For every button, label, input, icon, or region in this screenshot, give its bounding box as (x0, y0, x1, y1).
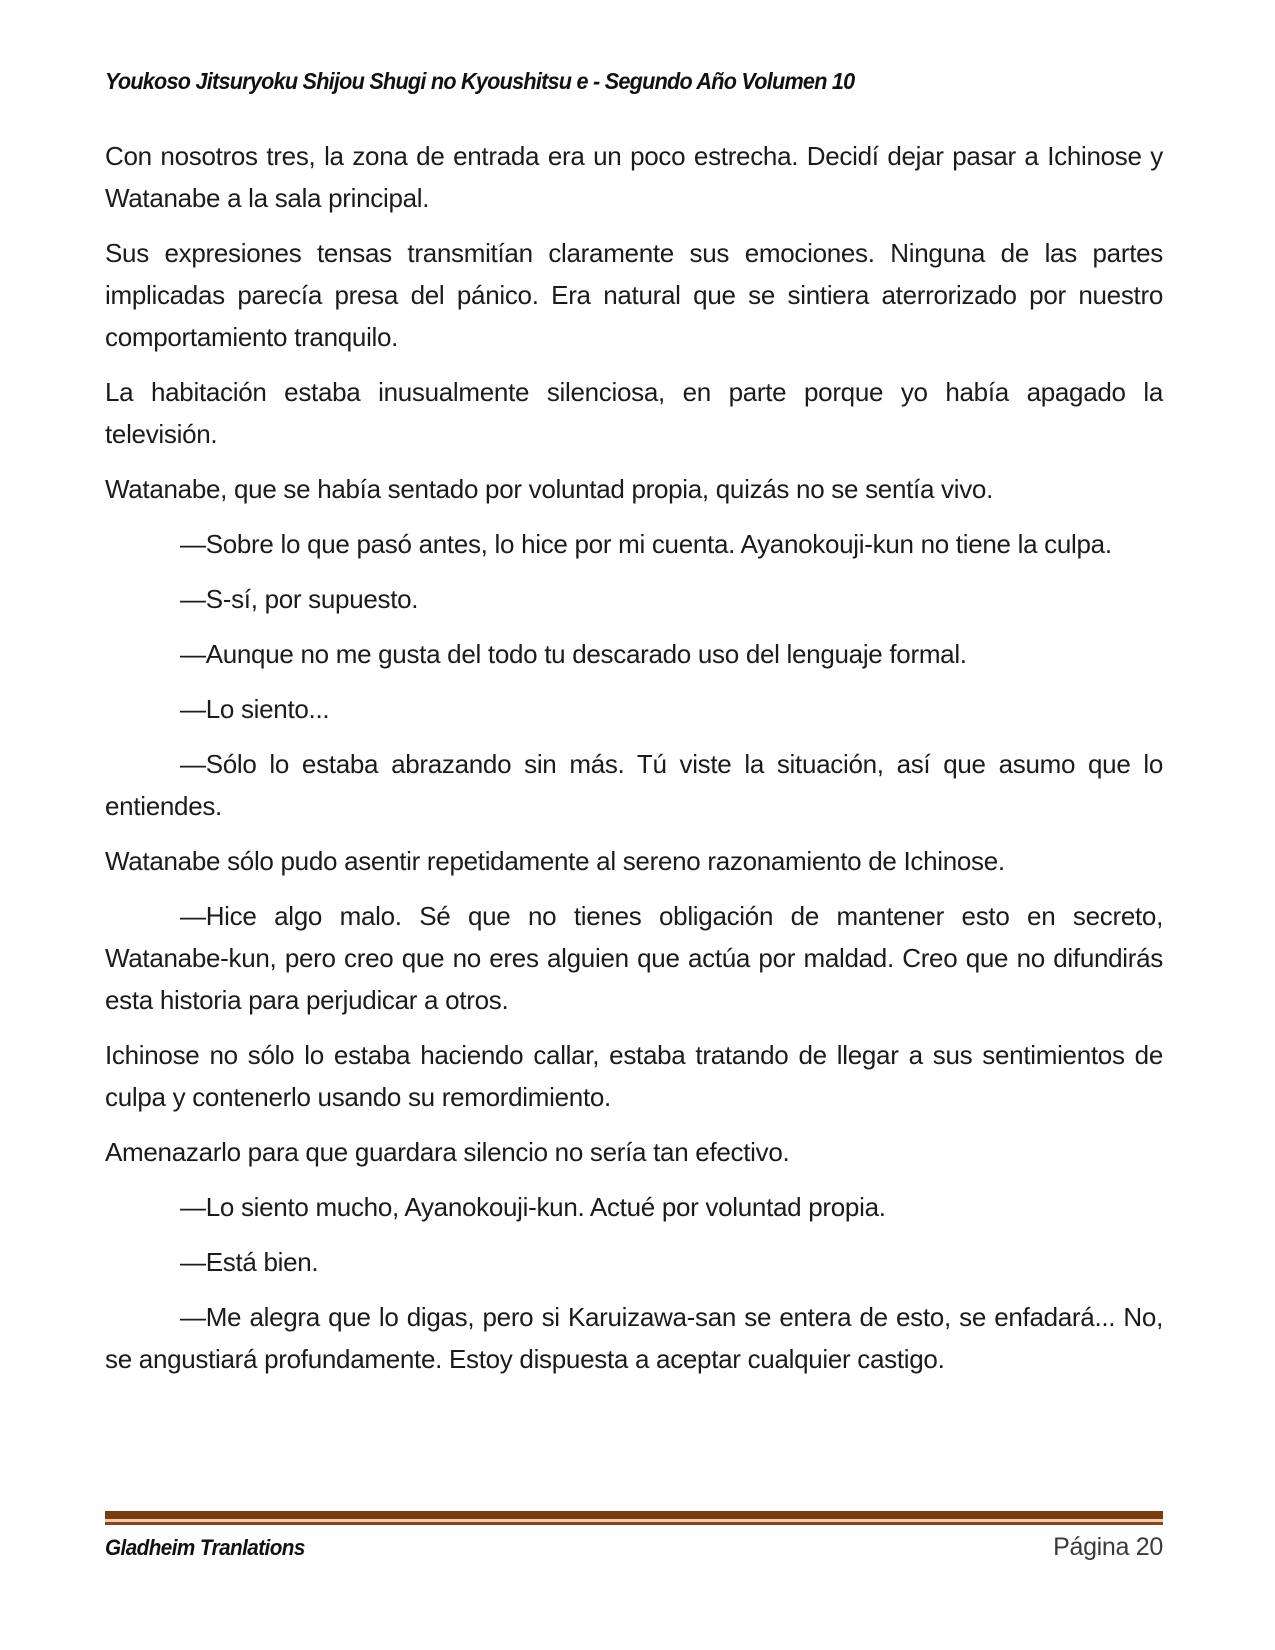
dialogue-paragraph: —Está bien. (180, 1247, 319, 1277)
dialogue-paragraph: —Lo siento... (180, 694, 330, 724)
paragraph: Watanabe sólo pudo asentir repetidamente al sereno razonamiento de Ichinose. (105, 846, 1005, 876)
dialogue-paragraph: —Hice algo malo. Sé que no tienes obligación de mantener esto en secreto, Watanabe-kun, pero creo que no eres alguien que actúa por maldad. Creo que no difundirás esta historia para perjudicar a otros. (105, 901, 1163, 1015)
page-header (105, 0, 1163, 95)
dialogue-paragraph: —Sólo lo estaba abrazando sin más. Tú viste la situación, así que asumo que lo entiendes. (105, 749, 1163, 821)
footer-translator: Gladheim Tranlations (105, 1535, 305, 1560)
dialogue-paragraph: —Aunque no me gusta del todo tu descarado uso del lenguaje formal. (180, 639, 967, 669)
paragraph: Ichinose no sólo lo estaba haciendo callar, estaba tratando de llegar a sus sentimientos de culpa y contenerlo usando su remordimiento. (105, 1040, 1163, 1112)
dialogue-paragraph: —Sobre lo que pasó antes, lo hice por mi cuenta. Ayanokouji-kun no tiene la culpa. (180, 529, 1112, 559)
footer-divider (105, 1511, 1163, 1525)
document-body (105, 95, 1163, 1380)
paragraph: Amenazarlo para que guardara silencio no sería tan efectivo. (105, 1137, 790, 1167)
page-header-title: Youkoso Jitsuryoku Shijou Shugi no Kyoushitsu e - Segundo Año Volumen 10 (105, 68, 855, 94)
footer-row (105, 1533, 1163, 1562)
dialogue-paragraph: —S-sí, por supuesto. (180, 584, 419, 614)
paragraph: Watanabe, que se había sentado por voluntad propia, quizás no se sentía vivo. (105, 474, 993, 504)
dialogue-paragraph: —Lo siento mucho, Ayanokouji-kun. Actué por voluntad propia. (180, 1192, 886, 1222)
dialogue-paragraph: —Me alegra que lo digas, pero si Karuizawa-san se entera de esto, se enfadará... No, se angustiará profundamente. Estoy dispuesta a aceptar cualquier castigo. (105, 1302, 1163, 1374)
paragraph: La habitación estaba inusualmente silenciosa, en parte porque yo había apagado la televisión. (105, 377, 1163, 449)
paragraph: Con nosotros tres, la zona de entrada era un poco estrecha. Decidí dejar pasar a Ichinose y Watanabe a la sala principal. (105, 141, 1163, 213)
paragraph: Sus expresiones tensas transmitían claramente sus emociones. Ninguna de las partes implicadas parecía presa del pánico. Era natural que se sintiera aterrorizado por nuestro comportamiento tranquilo. (105, 238, 1163, 352)
page-footer (105, 1511, 1163, 1562)
footer-page-number: Página 20 (1053, 1533, 1163, 1561)
